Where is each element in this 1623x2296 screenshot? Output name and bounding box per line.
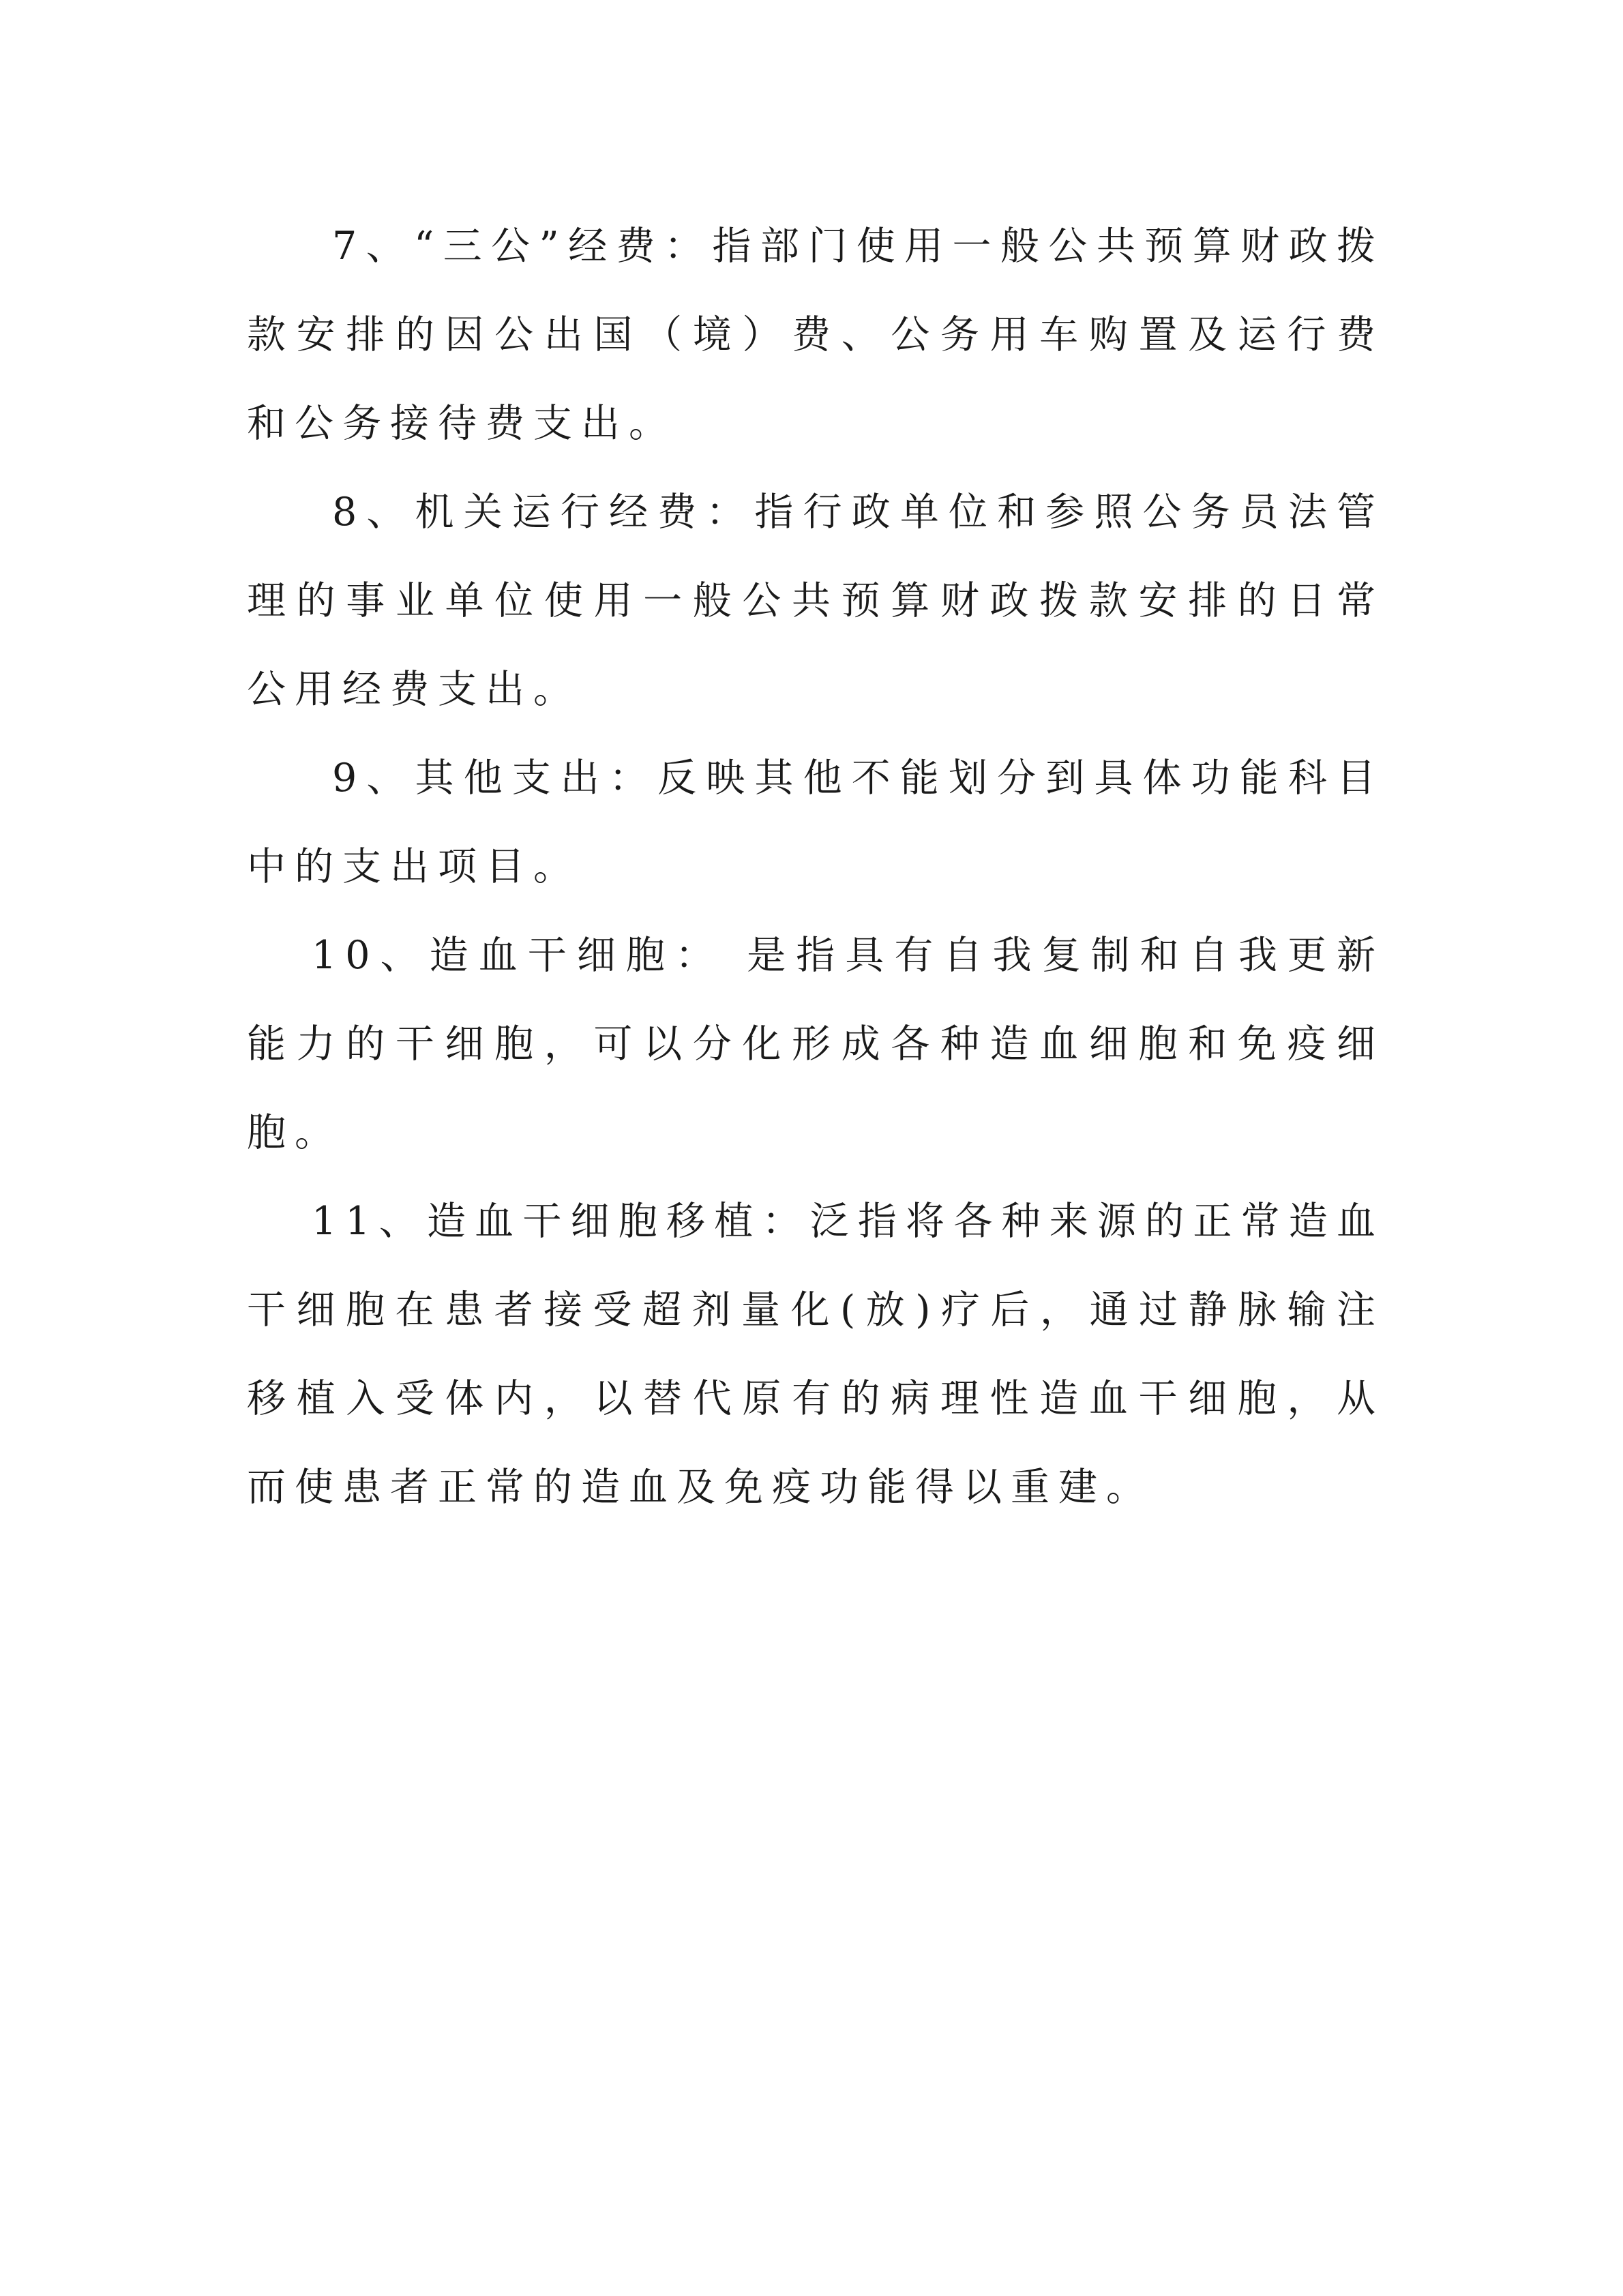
document-body bbox=[247, 202, 1384, 1532]
paragraph-item-8: 8、机关运行经费：指行政单位和参照公务员法管理的事业单位使用一般公共预算财政拨款安排的日常公用经费支出。 bbox=[247, 490, 1384, 712]
paragraph-item-11: 11、造血干细胞移植：泛指将各种来源的正常造血干细胞在患者接受超剂量化(放)疗后，通过静脉输注移植入受体内，以替代原有的病理性造血干细胞，从而使患者正常的造血及免疫功能得以重建。 bbox=[247, 1199, 1384, 1510]
paragraph-item-7: 7、“三公”经费：指部门使用一般公共预算财政拨款安排的因公出国（境）费、公务用车购置及运行费和公务接待费支出。 bbox=[247, 224, 1384, 446]
paragraph-item-10: 10、造血干细胞： 是指具有自我复制和自我更新能力的干细胞，可以分化形成各种造血细胞和免疫细胞。 bbox=[247, 933, 1384, 1155]
paragraph-item-9: 9、其他支出：反映其他不能划分到具体功能科目中的支出项目。 bbox=[247, 756, 1384, 889]
